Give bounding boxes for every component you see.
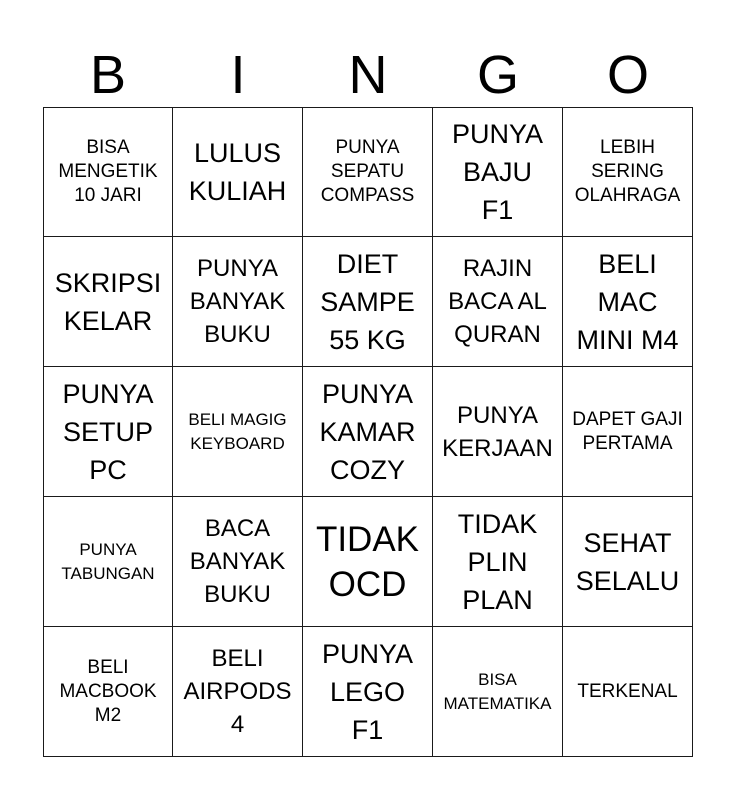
- cell-label: PUNYA SEPATU COMPASS: [320, 137, 415, 206]
- header-letter-n: N: [348, 45, 388, 105]
- cell-label: PUNYA LEGO F1: [321, 638, 414, 745]
- cell-label: LEBIH SERING OLAHRAGA: [574, 137, 681, 206]
- bingo-cell[interactable]: [173, 497, 303, 627]
- bingo-cell[interactable]: [563, 367, 693, 497]
- bingo-cell[interactable]: [433, 367, 563, 497]
- cell-label: DIET SAMPE 55 KG: [320, 248, 415, 355]
- bingo-cell[interactable]: [43, 367, 173, 497]
- cell-label: PUNYA BANYAK BUKU: [189, 255, 286, 348]
- bingo-cell[interactable]: [433, 107, 563, 237]
- cell-label: TIDAK PLIN PLAN: [457, 508, 538, 615]
- cell-label: TIDAK OCD: [315, 519, 420, 604]
- cell-label: LULUS KULIAH: [188, 138, 287, 206]
- bingo-cell[interactable]: [173, 627, 303, 757]
- cell-label: PUNYA TABUNGAN: [61, 539, 155, 583]
- bingo-cell[interactable]: [173, 237, 303, 367]
- cell-label: RAJIN BACA AL QURAN: [448, 255, 547, 348]
- bingo-cell[interactable]: [303, 497, 433, 627]
- bingo-cell[interactable]: [173, 107, 303, 237]
- bingo-cell[interactable]: [43, 627, 173, 757]
- header-letter-b: B: [89, 45, 127, 105]
- bingo-header: [43, 42, 693, 108]
- cell-label: PUNYA KAMAR COZY: [319, 378, 416, 485]
- bingo-board: [43, 107, 693, 757]
- cell-label: PUNYA KERJAAN: [442, 401, 553, 462]
- bingo-cell[interactable]: [563, 627, 693, 757]
- cell-label: BELI MACBOOK M2: [59, 656, 157, 726]
- bingo-cell[interactable]: [303, 627, 433, 757]
- header-letter-g: G: [476, 45, 519, 105]
- cell-label: SEHAT SELALU: [575, 527, 680, 596]
- bingo-cell[interactable]: [433, 237, 563, 367]
- cell-label: DAPET GAJI PERTAMA: [572, 408, 683, 454]
- bingo-cell[interactable]: [303, 237, 433, 367]
- header-letter-o: O: [606, 45, 649, 105]
- cell-label: BACA BANYAK BUKU: [189, 515, 286, 608]
- cell-label: BISA MENGETIK 10 JARI: [58, 137, 158, 206]
- bingo-cell[interactable]: [433, 497, 563, 627]
- cell-label: BELI MAGIG KEYBOARD: [188, 409, 287, 453]
- bingo-cell[interactable]: [43, 497, 173, 627]
- bingo-cell[interactable]: [563, 237, 693, 367]
- bingo-cell[interactable]: [43, 237, 173, 367]
- bingo-cell[interactable]: [563, 497, 693, 627]
- cell-label: PUNYA SETUP PC: [62, 378, 154, 485]
- bingo-cell[interactable]: [173, 367, 303, 497]
- cell-label: BISA MATEMATIKA: [443, 669, 552, 713]
- bingo-cell[interactable]: [433, 627, 563, 757]
- bingo-cell[interactable]: [43, 107, 173, 237]
- bingo-cell[interactable]: [563, 107, 693, 237]
- bingo-cell[interactable]: [303, 107, 433, 237]
- header-letter-i: I: [230, 45, 246, 105]
- cell-label: SKRIPSI KELAR: [54, 267, 162, 336]
- cell-label: BELI MAC MINI M4: [576, 248, 679, 355]
- bingo-cell[interactable]: [303, 367, 433, 497]
- cell-label: BELI AIRPODS 4: [183, 645, 292, 738]
- cell-label: PUNYA BAJU F1: [451, 119, 544, 225]
- cell-label: TERKENAL: [577, 680, 678, 702]
